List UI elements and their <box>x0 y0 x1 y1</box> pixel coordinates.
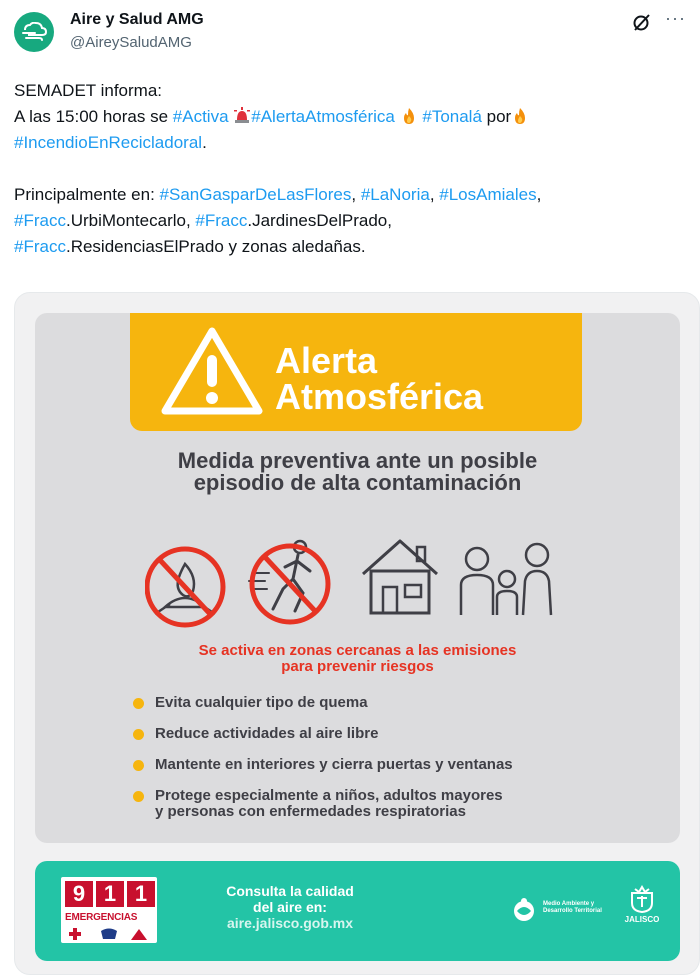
text-segment: .JardinesDelPrado, <box>247 211 392 230</box>
recommendation-text: Evita cualquier tipo de quema <box>155 694 368 711</box>
media-image[interactable] <box>14 292 700 975</box>
tweet-text <box>14 78 686 260</box>
warning-triangle-icon <box>160 325 264 417</box>
tweet-line-1: SEMADET informa: <box>14 81 163 100</box>
recommendation-item <box>133 726 653 742</box>
tweet-header <box>14 6 686 56</box>
text-segment: . <box>202 133 207 152</box>
tweet-line-5 <box>14 208 686 234</box>
no-outdoor-activity-icon <box>249 541 328 622</box>
hashtag-link[interactable]: #Fracc <box>195 211 248 230</box>
hashtag-link[interactable]: #SanGasparDeLasFlores <box>159 185 352 204</box>
subtitle-line: episodio de alta contaminación <box>193 470 522 495</box>
bullet-dot-icon <box>133 729 144 740</box>
hashtag-link[interactable]: #Fracc <box>14 211 66 230</box>
text-segment: , <box>351 185 361 204</box>
tweet-blank-line <box>14 156 686 182</box>
fire-emoji-icon <box>400 107 418 125</box>
alert-banner <box>130 313 582 431</box>
text-segment: por <box>481 107 512 126</box>
pictogram-row <box>145 529 575 629</box>
infographic-panel <box>35 313 680 843</box>
avatar[interactable] <box>14 12 54 52</box>
no-burning-icon <box>147 549 223 625</box>
jalisco-label: JALISCO <box>624 915 660 924</box>
subtitle-line: Medida preventiva ante un posible <box>177 448 538 473</box>
digit: 1 <box>127 881 155 907</box>
emergencias-label: EMERGENCIAS <box>65 912 138 923</box>
semadet-label <box>543 901 602 915</box>
recommendation-text: Mantente en interiores y cierra puertas y ventanas <box>155 756 513 773</box>
grok-icon[interactable] <box>632 12 652 32</box>
author-name[interactable]: Aire y Salud AMG <box>70 11 204 28</box>
hashtag-link[interactable]: #Activa <box>172 107 229 126</box>
911-digits <box>65 881 155 907</box>
recommendation-text: Protege especialmente a niños, adultos mayores y personas con enfermedades respiratorias <box>155 787 503 820</box>
tweet-line-3 <box>14 130 686 156</box>
semadet-emblem-icon <box>511 897 537 923</box>
more-options-icon[interactable]: ··· <box>665 8 686 28</box>
semadet-line: Desarrollo Territorial <box>543 908 602 914</box>
cta-line: del aire en: <box>253 899 327 915</box>
recommendation-text: Reduce actividades al aire libre <box>155 725 379 742</box>
siren-emoji-icon <box>233 107 251 125</box>
hashtag-link[interactable]: #LaNoria <box>360 185 430 204</box>
vulnerable-people-icon <box>461 544 551 615</box>
text-segment: Principalmente en: <box>14 185 160 204</box>
text-segment: , <box>429 185 440 204</box>
hashtag-link[interactable]: #Tonalá <box>422 107 482 126</box>
activation-line: Se activa en zonas cercanas a las emisiones <box>198 642 517 659</box>
tweet-line-4: Principalmente en: #SanGasparDeLasFlores, #LaNoria, #LosAmiales, <box>14 185 542 204</box>
bullet-dot-icon <box>133 698 144 709</box>
subtitle <box>35 450 680 494</box>
digit: 1 <box>96 881 124 907</box>
tweet-line-6 <box>14 234 686 260</box>
cta-line: Consulta la calidad <box>226 883 354 899</box>
alert-title-line: Atmosférica <box>275 376 484 417</box>
recommendation-item <box>133 757 653 773</box>
fire-emoji-icon <box>511 107 529 125</box>
recommendation-item <box>133 788 653 820</box>
hashtag-link[interactable]: #IncendioEnRecicladoral <box>14 133 203 152</box>
alert-title-line: Alerta <box>275 340 378 381</box>
bullet-dot-icon <box>133 791 144 802</box>
recommendations-list <box>133 695 653 835</box>
emergency-911-logo <box>61 877 157 943</box>
semadet-logo <box>511 897 621 923</box>
info-footer <box>35 861 680 961</box>
bullet-dot-icon <box>133 760 144 771</box>
semadet-line: Medio Ambiente y <box>543 901 595 907</box>
hashtag-link[interactable]: #Fracc <box>14 237 66 256</box>
air-quality-cta <box>195 883 385 931</box>
text-segment: .ResidenciasElPrado y zonas aledañas. <box>65 237 366 256</box>
tweet-line-2 <box>14 104 686 130</box>
house-icon <box>363 541 437 613</box>
air-quality-url: aire.jalisco.gob.mx <box>226 915 354 931</box>
jalisco-crest-icon <box>627 885 657 913</box>
text-segment: .UrbiMontecarlo, <box>65 211 196 230</box>
activation-line: para prevenir riesgos <box>281 658 434 675</box>
author-handle[interactable]: @AireySaludAMG <box>70 34 192 51</box>
activation-message <box>35 643 680 675</box>
text-segment: A las 15:00 horas se <box>14 107 173 126</box>
hashtag-link[interactable]: #AlertaAtmosférica <box>251 107 395 126</box>
emergency-services-icons <box>67 927 151 941</box>
hashtag-link[interactable]: #LosAmiales <box>439 185 537 204</box>
cloud-wind-icon <box>21 22 47 42</box>
jalisco-logo <box>622 885 662 924</box>
digit: 9 <box>65 881 93 907</box>
recommendation-item <box>133 695 653 711</box>
alert-title <box>275 340 484 417</box>
